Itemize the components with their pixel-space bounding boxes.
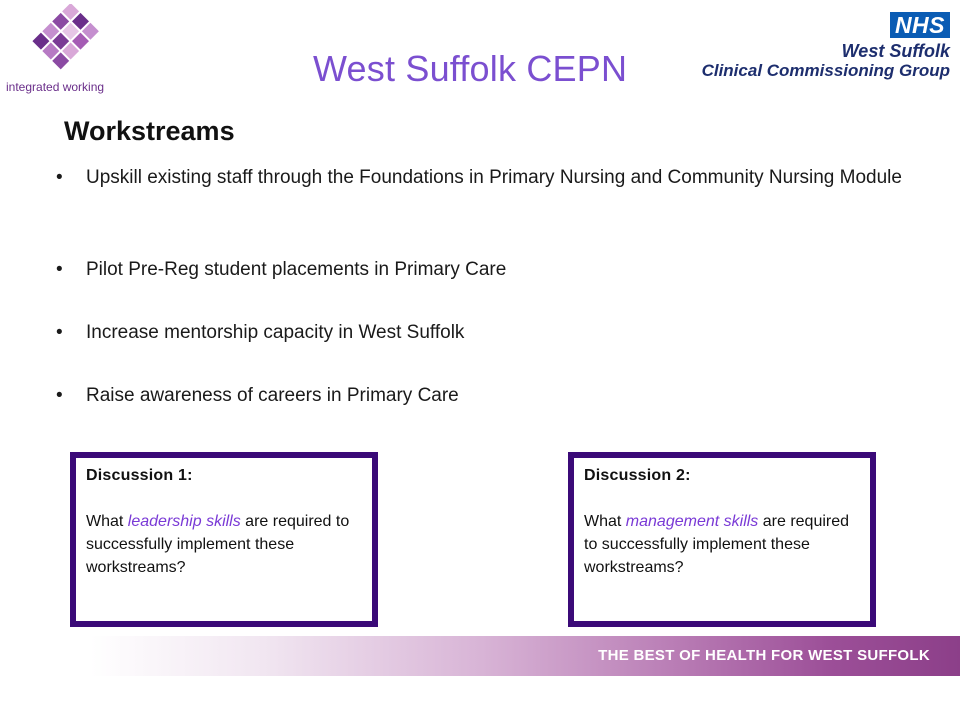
section-heading: Workstreams — [64, 116, 235, 146]
discussion-title: Discussion 1: — [86, 467, 193, 484]
nhs-logo — [690, 8, 950, 80]
nhs-badge: NHS — [890, 12, 950, 38]
bullet-icon: • — [56, 167, 63, 188]
list-item-text: Pilot Pre-Reg student placements in Primary Care — [86, 259, 507, 280]
discussion-emphasis: management skills — [625, 513, 759, 530]
discussion-question-end: are required to successfully implement these workstreams? — [86, 513, 350, 576]
discussion-question-end: are required to successfully implement these workstreams? — [584, 513, 850, 576]
list-item — [56, 383, 941, 409]
discussion-emphasis: leadership skills — [127, 513, 241, 530]
discussion-box-2 — [568, 452, 876, 627]
footer-slogan: THE BEST OF HEALTH FOR WEST SUFFOLK — [598, 647, 930, 664]
list-item-text: Raise awareness of careers in Primary Care — [86, 385, 459, 406]
list-item — [56, 257, 941, 283]
bullet-icon: • — [56, 385, 63, 406]
page-title: West Suffolk CEPN — [313, 48, 628, 89]
diamond-lattice-logo-icon — [20, 4, 100, 74]
list-item — [56, 165, 941, 191]
discussion-question-start: What — [86, 513, 128, 530]
logo-text: integrated working — [6, 80, 105, 94]
bullet-icon: • — [56, 322, 63, 343]
discussion-box-1 — [70, 452, 378, 627]
list-item — [56, 320, 941, 346]
nhs-org-subtitle: Clinical Commissioning Group — [701, 61, 950, 80]
list-item-text: Increase mentorship capacity in West Suffolk — [86, 322, 465, 343]
footer-band — [90, 636, 960, 676]
nhs-org-name: West Suffolk — [841, 41, 950, 61]
bullet-icon: • — [56, 259, 63, 280]
list-item-text: Upskill existing staff through the Foundations in Primary Nursing and Community Nursing Module — [86, 167, 902, 188]
discussion-question-start: What — [584, 513, 626, 530]
integrated-working-logo — [6, 4, 116, 96]
discussion-title: Discussion 2: — [584, 467, 691, 484]
